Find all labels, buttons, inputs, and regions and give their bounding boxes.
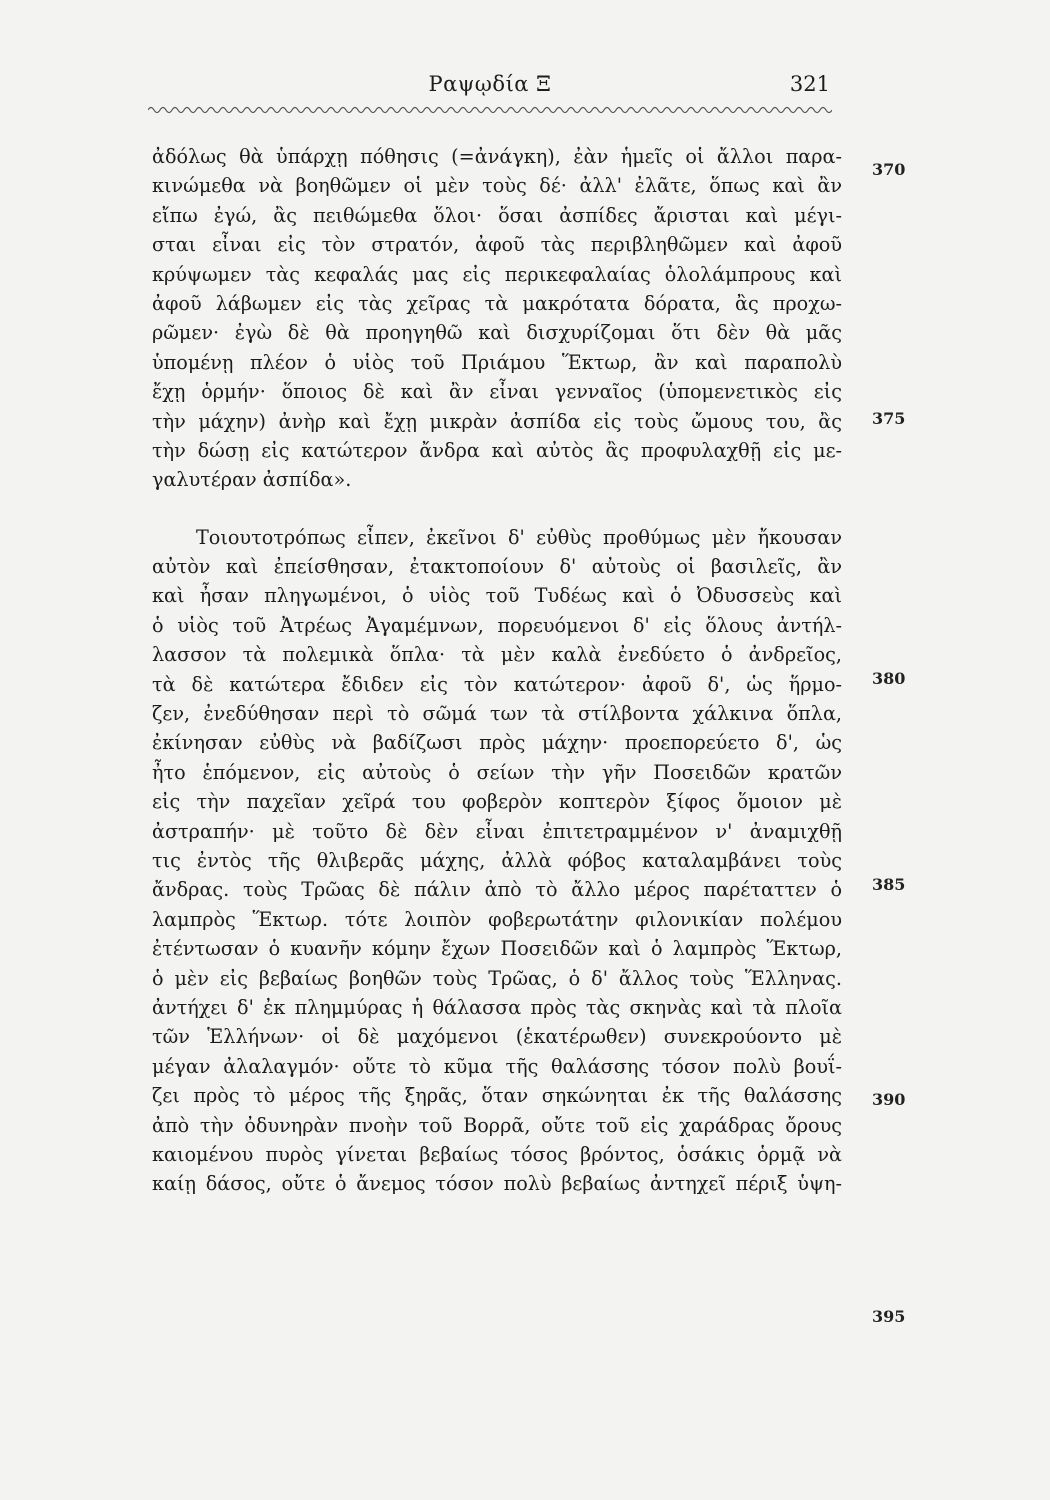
- verse-number-370: 370: [872, 160, 906, 179]
- text-line: ἐτέντωσαν ὁ κυανῆν κόμην ἔχων Ποσειδῶν καὶ ὁ λαμπρὸς Ἕκτωρ,: [152, 937, 842, 961]
- text-line: ρῶμεν· ἐγὼ δὲ θὰ προηγηθῶ καὶ δισχυρίζομαι ὅτι δὲν θὰ μᾶς: [152, 321, 842, 345]
- text-line: καίῃ δάσος, οὔτε ὁ ἄνεμος τόσον πολὺ βεβαίως ἀντηχεῖ πέριξ ὑψη-: [152, 1172, 842, 1196]
- verse-number-395: 395: [872, 1307, 906, 1326]
- chapter-title: Ραψῳδία Ξ: [428, 72, 552, 96]
- page-number: 321: [789, 72, 830, 96]
- text-line: ἦτο ἑπόμενον, εἰς αὐτοὺς ὁ σείων τὴν γῆν Ποσειδῶν κρατῶν: [152, 760, 842, 784]
- text-line: ζεν, ἐνεδύθησαν περὶ τὸ σῶμά των τὰ στίλβοντα χάλκινα ὅπλα,: [152, 702, 842, 726]
- text-line: εἰς τὴν παχεῖαν χεῖρά του φοβερὸν κοπτερὸν ξίφος ὅμοιον μὲ: [152, 790, 842, 814]
- text-line: λαμπρὸς Ἕκτωρ. τότε λοιπὸν φοβερωτάτην φιλονικίαν πολέμου: [152, 907, 842, 931]
- text-line: γαλυτέραν ἀσπίδα».: [152, 468, 352, 492]
- text-line: μέγαν ἀλαλαγμόν· οὔτε τὸ κῦμα τῆς θαλάσσης τόσον πολὺ βουΐ-: [152, 1054, 842, 1078]
- wavy-rule-ornament: [148, 104, 832, 116]
- text-line: ἄνδρας. τοὺς Τρῶας δὲ πάλιν ἀπὸ τὸ ἄλλο μέρος παρέταττεν ὁ: [152, 878, 842, 902]
- paragraph-gap: [152, 495, 842, 523]
- paragraph-2: [152, 523, 842, 1199]
- text-line: ἔχῃ ὁρμήν· ὅποιος δὲ καὶ ἂν εἶναι γενναῖος (ὑπομενετικὸς εἰς: [152, 380, 842, 404]
- text-line: τὰ δὲ κατώτερα ἔδιδεν εἰς τὸν κατώτερον· ἀφοῦ δ', ὡς ἥρμο-: [152, 672, 842, 696]
- text-line: τῶν Ἑλλήνων· οἱ δὲ μαχόμενοι (ἑκατέρωθεν) συνεκρούοντο μὲ: [152, 1025, 842, 1049]
- text-line: ὁ μὲν εἰς βεβαίως βοηθῶν τοὺς Τρῶας, ὁ δ' ἄλλος τοὺς Ἕλληνας.: [152, 966, 842, 990]
- text-line: κρύψωμεν τὰς κεφαλάς μας εἰς περικεφαλαίας ὁλολάμπρους καὶ: [152, 262, 842, 286]
- text-line: καιομένου πυρὸς γίνεται βεβαίως τόσος βρόντος, ὁσάκις ὁρμᾷ νὰ: [152, 1142, 842, 1166]
- text-line: ἀντήχει δ' ἐκ πλημμύρας ἡ θάλασσα πρὸς τὰς σκηνὰς καὶ τὰ πλοῖα: [152, 995, 842, 1019]
- text-line: καὶ ἦσαν πληγωμένοι, ὁ υἱὸς τοῦ Τυδέως καὶ ὁ Ὀδυσσεὺς καὶ: [152, 584, 842, 608]
- text-line: ζει πρὸς τὸ μέρος τῆς ξηρᾶς, ὅταν σηκώνηται ἐκ τῆς θαλάσσης: [152, 1084, 842, 1108]
- text-line: σται εἶναι εἰς τὸν στρατόν, ἀφοῦ τὰς περιβληθῶμεν καὶ ἀφοῦ: [152, 233, 842, 257]
- text-line: ὁ υἱὸς τοῦ Ἀτρέως Ἀγαμέμνων, πορευόμενοι δ' εἰς ὅλους ἀντήλ-: [152, 613, 842, 637]
- text-line: εἴπω ἐγώ, ἂς πειθώμεθα ὅλοι· ὅσαι ἀσπίδες ἄρισται καὶ μέγι-: [152, 203, 842, 227]
- text-line: ἀφοῦ λάβωμεν εἰς τὰς χεῖρας τὰ μακρότατα δόρατα, ἂς προχω-: [152, 291, 842, 315]
- text-line: τὴν μάχην) ἀνὴρ καὶ ἔχῃ μικρὰν ἀσπίδα εἰς τοὺς ὤμους του, ἂς: [152, 409, 842, 433]
- text-line: αὐτὸν καὶ ἐπείσθησαν, ἐτακτοποίουν δ' αὐτοὺς οἱ βασιλεῖς, ἂν: [152, 555, 842, 579]
- paragraph-1: [152, 142, 842, 495]
- text-line: ἀπὸ τὴν ὀδυνηρὰν πνοὴν τοῦ Βορρᾶ, οὔτε τοῦ εἰς χαράδρας ὄρους: [152, 1113, 842, 1137]
- text-line: ἀστραπήν· μὲ τοῦτο δὲ δὲν εἶναι ἐπιτετραμμένον ν' ἀναμιχθῇ: [152, 819, 842, 843]
- running-head: [150, 72, 830, 102]
- text-line: κινώμεθα νὰ βοηθῶμεν οἱ μὲν τοὺς δέ· ἀλλ' ἐλᾶτε, ὅπως καὶ ἂν: [152, 174, 842, 198]
- body-text: [152, 142, 842, 1199]
- text-line: τὴν δώσῃ εἰς κατώτερον ἄνδρα καὶ αὐτὸς ἂς προφυλαχθῇ εἰς με-: [152, 438, 842, 462]
- verse-number-380: 380: [872, 669, 906, 688]
- text-line: τις ἐντὸς τῆς θλιβερᾶς μάχης, ἀλλὰ φόβος καταλαμβάνει τοὺς: [152, 848, 842, 872]
- verse-number-375: 375: [872, 409, 906, 428]
- text-line: ἀδόλως θὰ ὑπάρχῃ πόθησις (=ἀνάγκη), ἐὰν ἡμεῖς οἱ ἄλλοι παρα-: [152, 145, 842, 168]
- text-line: ὑπομένῃ πλέον ὁ υἱὸς τοῦ Πριάμου Ἕκτωρ, ἂν καὶ παραπολὺ: [152, 350, 842, 374]
- text-line: λασσον τὰ πολεμικὰ ὅπλα· τὰ μὲν καλὰ ἐνεδύετο ὁ ἀνδρεῖος,: [152, 643, 842, 667]
- verse-number-390: 390: [872, 1090, 906, 1109]
- text-line: ἐκίνησαν εὐθὺς νὰ βαδίζωσι πρὸς μάχην· προεπορεύετο δ', ὡς: [152, 731, 842, 755]
- verse-number-385: 385: [872, 875, 906, 894]
- text-line: Τοιουτοτρόπως εἶπεν, ἐκεῖνοι δ' εὐθὺς προθύμως μὲν ἤκουσαν: [196, 525, 842, 549]
